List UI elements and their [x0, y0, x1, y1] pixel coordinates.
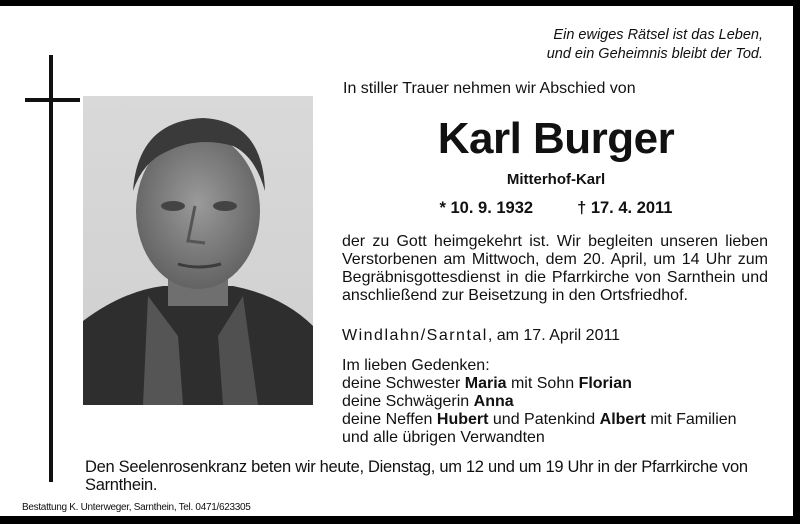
intro-text: In stiller Trauer nehmen wir Abschied von [343, 80, 636, 97]
funeral-home-footer: Bestattung K. Unterweger, Sarnthein, Tel. 0471/623305 [22, 502, 251, 513]
funeral-details: der zu Gott heimgekehrt ist. Wir begleiten unseren lieben Verstorbenen am Mittwoch, dem 20. April, um 14 Uhr zum Begräbnisgottesdienst in die Pfarrkirche von Sarnthein und anschließend zur Beisetzung in den Ortsfriedhof. [342, 233, 768, 304]
location: Windlahn/Sarntal [342, 327, 488, 344]
date: , am 17. April 2011 [487, 327, 621, 344]
death-date: † 17. 4. 2011 [577, 199, 673, 217]
rosary-notice: Den Seelenrosenkranz beten wir heute, Dienstag, um 12 und um 19 Uhr in der Pfarrkirche von Sarnthein. [85, 458, 748, 494]
cross-icon [49, 55, 53, 482]
remembrance-heading: Im lieben Gedenken: [342, 357, 490, 374]
list-item: und alle übrigen Verwandten [342, 429, 545, 446]
list-item: deine Schwägerin Anna [342, 393, 514, 410]
birth-date: * 10. 9. 1932 [439, 199, 534, 217]
nickname: Mitterhof-Karl [506, 171, 606, 188]
deceased-name: Karl Burger [437, 114, 675, 163]
motto-line: und ein Geheimnis bleibt der Tod. [546, 46, 763, 62]
obituary-notice [0, 6, 793, 516]
place-date [342, 327, 620, 345]
list-item: deine Schwester Maria mit Sohn Florian [342, 375, 632, 392]
cross-icon-bar [25, 98, 80, 102]
remembrance-list [342, 357, 737, 447]
list-item: deine Neffen Hubert und Patenkind Albert mit Familien [342, 411, 737, 428]
motto-quote [547, 26, 763, 64]
portrait-photo [83, 96, 313, 405]
life-dates [343, 199, 769, 218]
motto-line: Ein ewiges Rätsel ist das Leben, [553, 27, 763, 43]
